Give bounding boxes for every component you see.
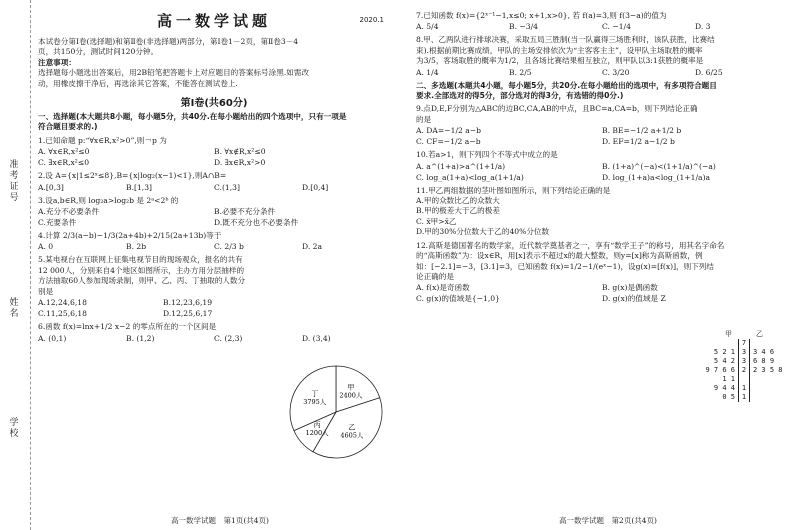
option-c: C. 2/3 b: [214, 242, 244, 252]
q12-line: 的“高斯函数”为：设x∈R，用[x]表示不超过x的最大整数，则y=[x]称为高斯函数，例: [416, 251, 703, 261]
q10-options: [416, 161, 788, 172]
q12-line: 如：[−2.1]=−3，[3.1]=3，已知函数 f(x)=1/2−1/(eˣ−1)，设g(x)=[f(x)]，则下列结: [416, 261, 714, 271]
option-d: D. (3,4): [302, 333, 331, 343]
group-b-leaves: [750, 339, 790, 348]
question-10: 10.若a>1，则下列四个不等式中成立的是: [416, 150, 558, 160]
stem-leaf-header: [698, 330, 790, 339]
q12-options: [416, 293, 788, 304]
q5-line: 5.某电视台在互联网上征集电视节目的现场观众，报名的共有: [38, 255, 243, 265]
option-c: C. log_a(1+a)<log_a(1+1/a): [416, 172, 524, 182]
stem-value: 1: [738, 384, 750, 393]
option-a: A.充分不必要条件: [38, 207, 100, 217]
option-b: B.甲的极差大于乙的极差: [416, 206, 500, 216]
stem-leaf-row: [698, 393, 790, 402]
group-b-leaves: [750, 393, 790, 402]
option-a: A. a^(1+a)>a^(1+1/a): [416, 161, 506, 171]
option-a: A. ∀x∈R,x²≤0: [38, 147, 90, 157]
pie-slice-name: 乙: [348, 423, 356, 432]
q12-options: [416, 282, 788, 293]
option-d: D. ∃x∈R,x²>0: [214, 158, 266, 168]
group-b-leaves: 2 3 5 8: [753, 366, 783, 374]
option-b: B. BE=−1/2 a+1/2 b: [602, 126, 682, 136]
option-d: D. 3: [695, 22, 711, 32]
option-c: C. g(x)的值域是{−1,0}: [416, 294, 500, 304]
stem-leaf-plot: [698, 330, 790, 402]
group-a-label: 甲: [725, 330, 732, 338]
option-b: B. −3/4: [509, 22, 538, 32]
stem-leaf-rows: [698, 339, 790, 402]
q5-line: 12 000人，分别来自4个地区如图所示，主办方用分层抽样的: [38, 265, 245, 275]
option-c: C. x̄甲>x̄乙: [416, 216, 457, 226]
option-c: C.充要条件: [38, 218, 77, 228]
q5-line: 方法抽取60人参加现场录制，则甲、乙、丙、丁抽取的人数分: [38, 276, 246, 286]
question-6: 6.函数 f(x)=lnx+1/2 x−2 的零点所在的一个区间是: [38, 322, 217, 332]
group-b-leaves: 3 4 6: [753, 348, 775, 356]
part1-instructions: 一、选择题(本大题共8小题，每小题5分，共40分.在每小题给出的四个选项中，只有一项是: [38, 112, 347, 122]
group-a-leaves: [698, 339, 738, 348]
option-d: D.[0,4]: [302, 182, 329, 192]
question-5: [38, 255, 288, 319]
notice-title: 注意事项：: [38, 57, 76, 67]
option-b: B. (1,2): [126, 333, 155, 343]
q3-options: [38, 217, 390, 228]
stem-value: 3: [738, 357, 750, 366]
stem-leaf-row: [698, 384, 790, 393]
pie-slice-label: 1200人: [305, 428, 329, 437]
part1-instructions: 符合题目要求的.): [38, 122, 98, 132]
pie-slice-label: 4605人: [340, 431, 364, 440]
question-1: 1.已知命题 p:“∀x∈R,x²>0”,则￢p 为: [38, 135, 167, 145]
option-a: A.12,24,6,18: [38, 298, 87, 308]
part2-instructions: 要求.全部选对的得5分，部分选对的得3分，有选错的得0分.): [416, 91, 624, 101]
group-a-leaves: 0 5: [722, 393, 735, 401]
q12-line: 12.高斯是德国著名的数学家，近代数学奠基者之一，享有“数学王子”的称号，用其名字命名: [416, 240, 725, 250]
exam-title: [38, 10, 390, 31]
group-a-leaves: 9 7 6 6 1 1: [705, 366, 735, 383]
option-a: A. (0,1): [38, 333, 67, 343]
option-a: A. 1/4: [416, 67, 439, 77]
intro-line: 本试卷分第Ⅰ卷(选择题)和第Ⅱ卷(非选择题)两部分，第Ⅰ卷1－2页，第Ⅱ卷3－4: [38, 37, 299, 46]
q2-options: [38, 182, 390, 193]
q1-options: [38, 146, 390, 157]
q8-line: 束).根据前期比赛成绩，甲队的主场安排依次为“主客客主主”，设甲队主场取胜的概率: [416, 45, 703, 55]
q5-options: [38, 297, 288, 308]
option-b: B. g(x)是偶函数: [602, 283, 658, 293]
option-a: A. DA=−1/2 a−b: [416, 126, 481, 136]
q3-options: [38, 206, 390, 217]
option-b: B.必要不充分条件: [214, 207, 276, 217]
group-b-label: 乙: [756, 330, 763, 338]
right-page: [408, 0, 794, 530]
option-a: A. 0: [38, 242, 54, 252]
option-d: D. 2a: [302, 242, 323, 252]
option-d: D.既不充分也不必要条件: [214, 218, 299, 228]
group-b-leaves: 6 8 9: [753, 357, 775, 365]
region-pie-chart: [286, 362, 386, 462]
option-c: C. 3/20: [602, 67, 630, 77]
option-a: A. f(x)是奇函数: [416, 283, 470, 293]
q8-options: [416, 67, 788, 78]
option-b: B.12,23,6,19: [163, 298, 213, 308]
title-text: 高一数学试题: [156, 12, 271, 30]
option-a: A.[0,3]: [38, 182, 64, 192]
q6-options: [38, 333, 390, 344]
option-b: B. 2/5: [509, 67, 532, 77]
q9-options: [416, 125, 788, 136]
pie-slice-name: 甲: [347, 383, 355, 392]
stem-value: 1: [738, 393, 750, 402]
option-d: D. EF=1/2 a−1/2 b: [602, 137, 675, 147]
group-a-leaves: 5 4 2: [713, 357, 735, 365]
pie-slice-label: 2400人: [339, 391, 363, 400]
pie-slice-name: 丙: [313, 420, 321, 429]
pie-slice-name: 丁: [311, 390, 319, 399]
option-c: C. ∃x∈R,x²≤0: [38, 158, 90, 168]
group-a-leaves: 5 2 1: [713, 348, 735, 356]
question-9: 9.点D,E,F分别为△ABC的边BC,CA,AB的中点，且BC=a,CA=b，则下列结论正确: [416, 104, 698, 114]
part2-instructions: 二、多选题(本题共4小题，每小题5分，共20分.在每小题给出的选项中，有多项符合题目: [416, 80, 717, 90]
stem-value: 7: [738, 339, 750, 348]
intro-line: 页，共150分，测试时间120分钟。: [38, 47, 159, 57]
school-label: 学校: [9, 418, 19, 439]
stem-leaf-row: [698, 357, 790, 366]
option-b: B. ∀x∉R,x²≤0: [214, 147, 266, 157]
right-content: [416, 8, 788, 304]
option-d: D.12,25,6,17: [163, 309, 213, 319]
option-d: D. g(x)的值域是 Z: [602, 294, 666, 304]
question-4: 4.计算 2/3(a−b)−1/3(2a+4b)+2/15(2a+13b)等于: [38, 231, 222, 241]
page-footer: 高一数学试题 第1页(共4页): [171, 516, 269, 525]
stem-leaf-row: [698, 366, 790, 384]
question-11: [416, 186, 686, 238]
option-d: D. log_(1+a)a<log_(1+1/a)a: [602, 172, 711, 182]
notice-line: 动，用橡皮擦干净后，再选涂其它答案，不能答在测试卷上.: [38, 78, 238, 88]
option-b: B.[1,3]: [126, 182, 152, 192]
q5-options: [38, 308, 288, 319]
q7-options: [416, 21, 788, 32]
option-d: D.甲的30%分位数大于乙的40%分位数: [416, 227, 550, 237]
name-label: 姓名: [9, 298, 19, 319]
notice-line: 选择题每小题选出答案后，用2B铅笔把答题卡上对应题目的答案标号涂黑.如需改: [38, 68, 310, 78]
stem-leaf-row: [698, 348, 790, 357]
option-d: D. 6/25: [695, 67, 723, 77]
question-7: 7.已知函数 f(x)={2ˣ⁻¹−1,x≤0; x+1,x>0}, 若 f(a)=3,则 f(3−a)的值为: [416, 11, 667, 20]
option-a: A.甲的众数比乙的众数大: [416, 196, 500, 206]
exam-id-label: 准考证号: [9, 160, 19, 203]
q4-options: [38, 241, 390, 252]
stem-value: 3: [738, 348, 750, 357]
q5-line: 别是: [38, 286, 54, 296]
group-a-leaves: 9 4 4: [713, 384, 735, 392]
q12-line: 论正确的是: [416, 271, 454, 281]
stem-leaf-row: [698, 339, 790, 348]
left-content: [38, 8, 390, 344]
q1-options: [38, 157, 390, 168]
q11-stem: 11.甲乙两组数据的茎叶图如图所示，则下列结论正确的是: [416, 185, 611, 195]
option-c: C. (2,3): [214, 333, 243, 343]
option-c: C.(1,3]: [214, 182, 240, 192]
group-b-leaves: [750, 384, 790, 393]
option-b: B. (1+a)^(−a)<(1+1/a)^(−a): [602, 161, 716, 171]
section-title: 第Ⅰ卷(共60分): [180, 98, 248, 110]
q9-options: [416, 136, 788, 147]
option-b: B. 2b: [126, 242, 147, 252]
pie-slice-label: 3795人: [303, 398, 327, 407]
exam-date: 2020.1: [359, 16, 384, 24]
question-3: 3.设a,b∈R,则 log₂a>log₂b 是 2ᵃ<2ᵇ 的: [38, 195, 179, 205]
option-c: C. CF=−1/2 a−b: [416, 137, 481, 147]
q9-line: 的是: [416, 114, 432, 124]
stem-value: 2: [738, 366, 750, 384]
binding-margin: [0, 0, 31, 530]
option-c: C. −1/4: [602, 22, 631, 32]
q8-line: 为3/5，客场取胜的概率为1/2，且各场比赛结果相互独立，则甲队以3:1获胜的概率是: [416, 56, 704, 66]
page-footer: 高一数学试题 第2页(共4页): [559, 516, 657, 525]
q10-options: [416, 172, 788, 183]
q8-line: 8.甲、乙两队进行排球决赛，采取五局三胜制(当一队赢得三场胜利时，该队获胜，比赛结: [416, 35, 715, 45]
question-2: 2.设 A={x|1≤2ˣ≤8},B={x|log₂(x−1)<1},则A∩B=: [38, 171, 227, 181]
option-c: C.11,25,6,18: [38, 309, 88, 319]
option-a: A. 5/4: [416, 22, 439, 32]
